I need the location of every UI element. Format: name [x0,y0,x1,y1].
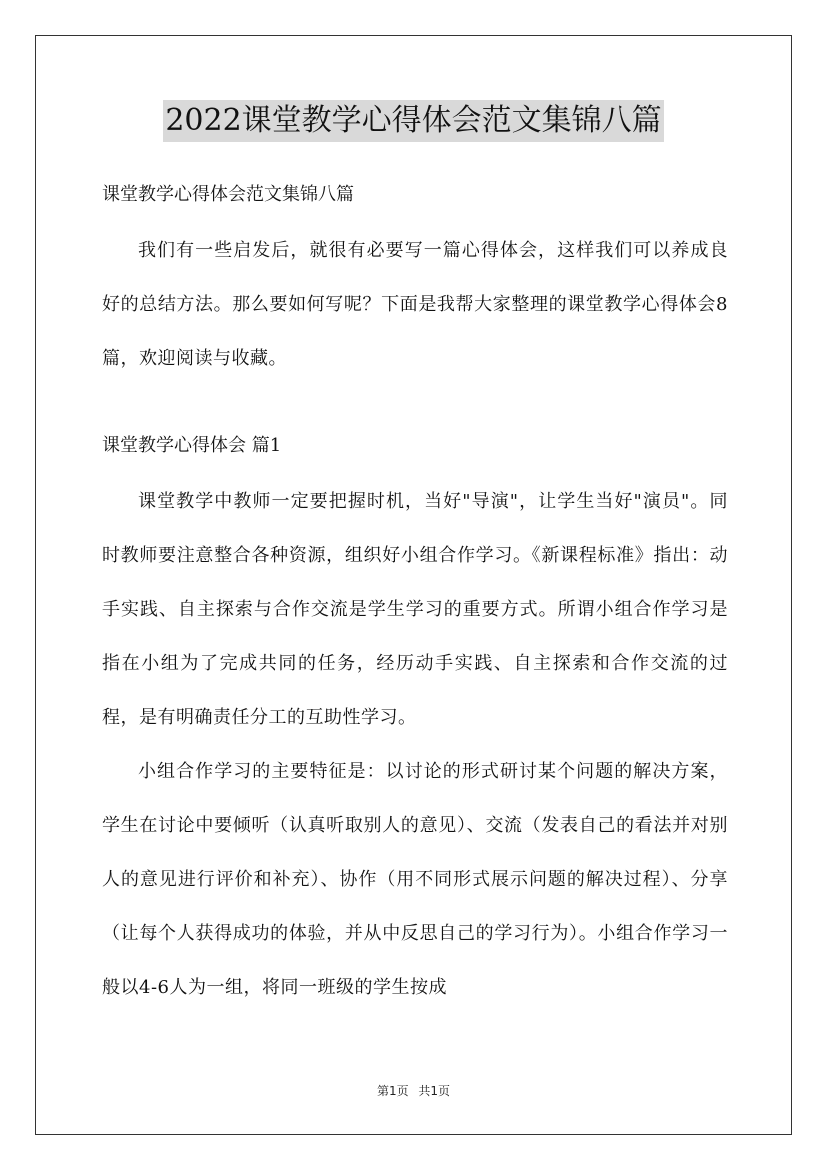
section-gap [102,386,728,431]
page-number: 第1页 [376,1084,409,1098]
body-paragraph: 小组合作学习的主要特征是：以讨论的形式研讨某个问题的解决方案，学生在讨论中要倾听（认真听取别人的意见）、交流（发表自己的看法并对别人的意见进行评价和补充）、协作（用不同形式展示问题的解决过程）、分享（让每个人获得成功的体验，并从中反思自己的学习行为）。小组合作学习一般以4-6人为一组，将同一班级的学生按成 [102,761,728,998]
intro-paragraph: 我们有一些启发后，就很有必要写一篇心得体会，这样我们可以养成良好的总结方法。那么要如何写呢？下面是我帮大家整理的课堂教学心得体会8篇，欢迎阅读与收藏。 [102,240,728,369]
document-subtitle: 课堂教学心得体会范文集锦八篇 [102,184,354,205]
document-body [102,180,728,1015]
section-heading: 课堂教学心得体会 篇1 [102,435,282,456]
body-paragraph: 课堂教学中教师一定要把握时机，当好"导演"，让学生当好"演员"。同时教师要注意整合各种资源，组织好小组合作学习。《新课程标准》指出：动手实践、自主探索与合作交流是学生学习的重要方式。所谓小组合作学习是指在小组为了完成共同的任务，经历动手实践、自主探索和合作交流的过程，是有明确责任分工的互助性学习。 [102,491,728,728]
page-total: 共1页 [418,1084,451,1098]
document-title: 2022课堂教学心得体会范文集锦八篇 [163,100,663,142]
document-title-wrap [0,100,827,142]
page-footer [0,1082,827,1099]
